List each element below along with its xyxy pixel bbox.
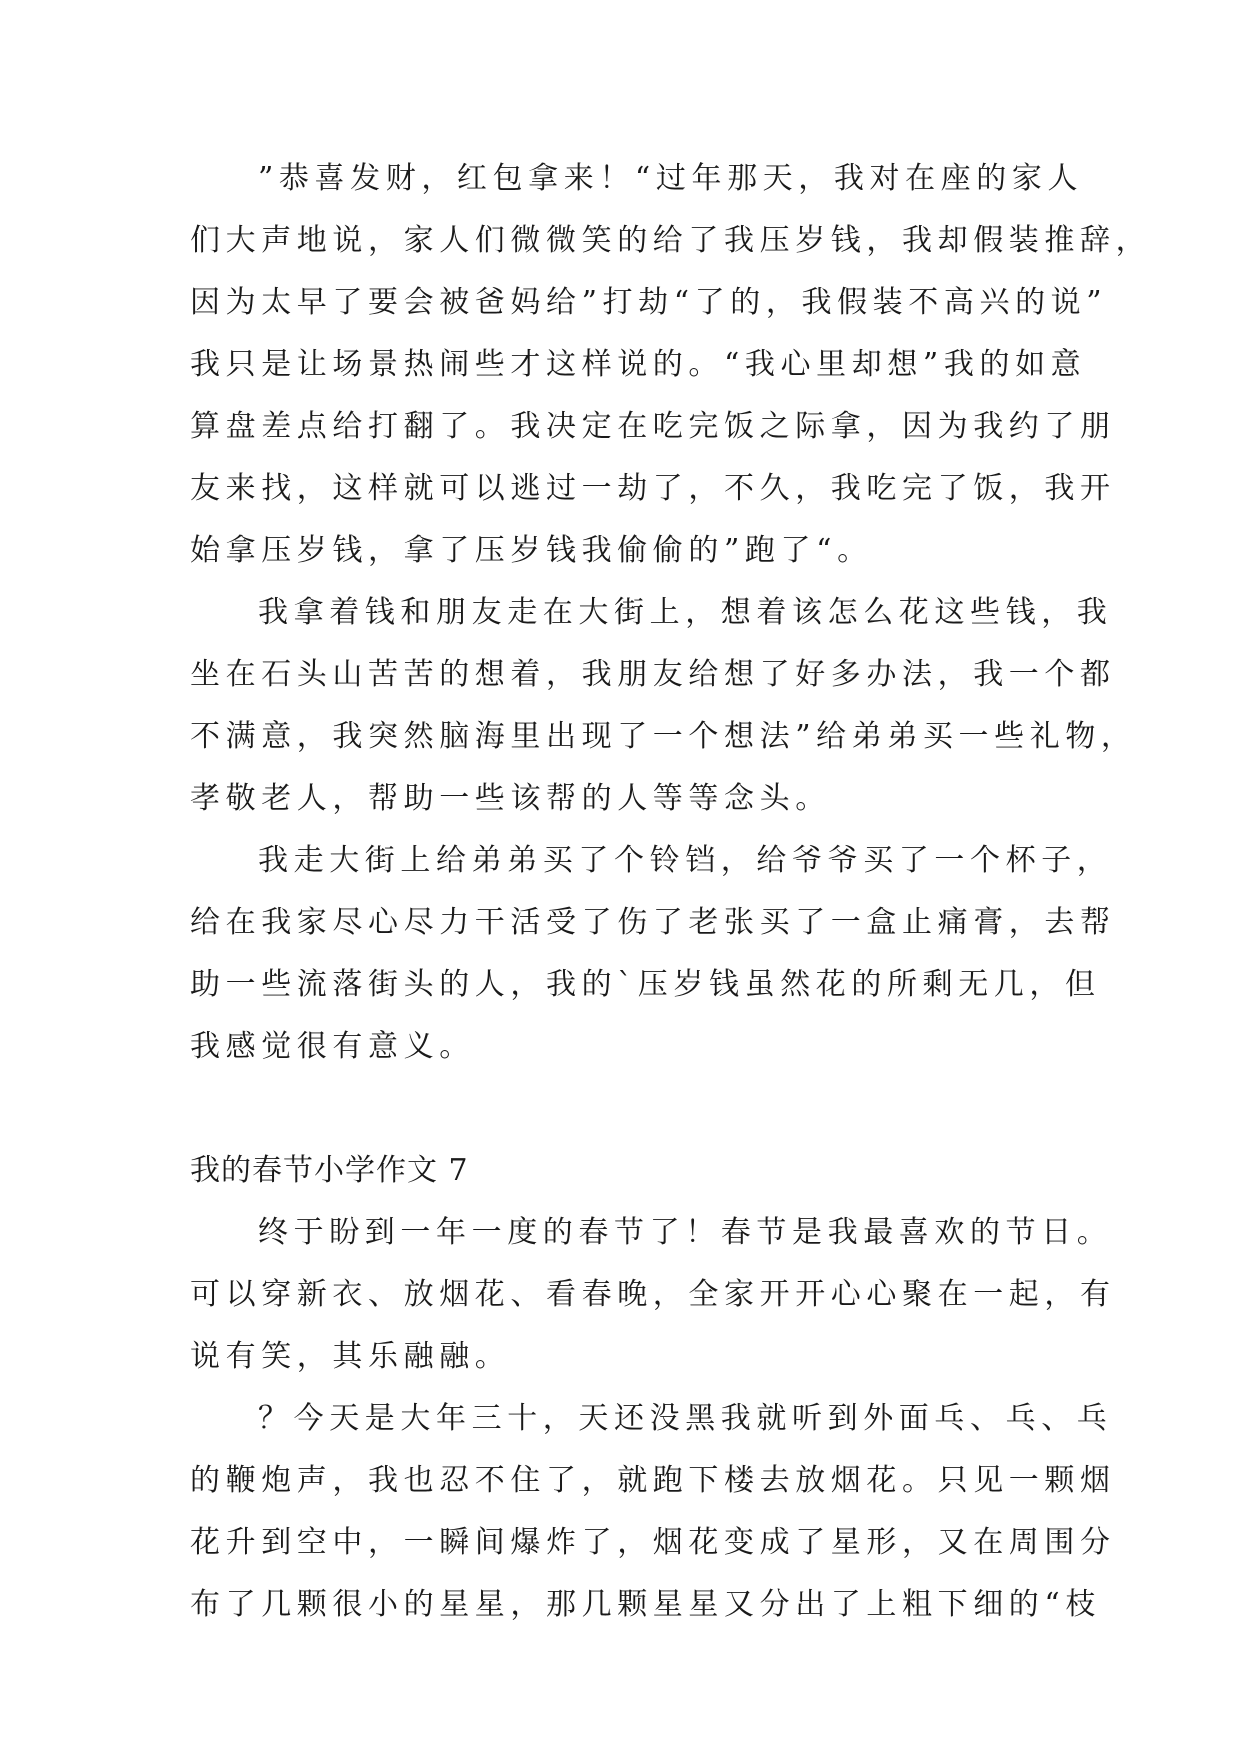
paragraph-line: ？今天是大年三十，天还没黑我就听到外面乓、乓、乓: [258, 1401, 1113, 1436]
section-title: 我的春节小学作文 7: [190, 1153, 469, 1188]
paragraph-line: 花升到空中，一瞬间爆炸了，烟花变成了星形，又在周围分: [190, 1525, 1116, 1560]
paragraph-line: 坐在石头山苦苦的想着，我朋友给想了好多办法，我一个都: [190, 657, 1116, 692]
paragraph-4: [190, 1202, 1116, 1388]
paragraph-line: 因为太早了要会被爸妈给”打劫“了的，我假装不高兴的说”: [190, 285, 1108, 320]
paragraph-line: 我拿着钱和朋友走在大街上，想着该怎么花这些钱，我: [258, 595, 1113, 630]
paragraph-line: 布了几颗很小的星星，那几颗星星又分出了上粗下细的“枝: [190, 1587, 1101, 1622]
paragraph-line: 我感觉很有意义。: [190, 1029, 475, 1064]
paragraph-line: 友来找，这样就可以逃过一劫了，不久，我吃完了饭，我开: [190, 471, 1116, 506]
paragraph-line: 我只是让场景热闹些才这样说的。“我心里却想”我的如意: [190, 347, 1087, 382]
paragraph-line: 给在我家尽心尽力干活受了伤了老张买了一盒止痛膏，去帮: [190, 905, 1116, 940]
paragraph-line: 助一些流落街头的人，我的`压岁钱虽然花的所剩无几，但: [190, 967, 1101, 1002]
paragraph-5: [190, 1388, 1116, 1636]
paragraph-line: 不满意，我突然脑海里出现了一个想法”给弟弟买一些礼物，: [190, 719, 1137, 754]
paragraph-line: ”恭喜发财，红包拿来！“过年那天，我对在座的家人: [258, 161, 1084, 196]
paragraph-1: [190, 148, 1152, 582]
section-title-block: [190, 1140, 1050, 1202]
paragraph-2: [190, 582, 1137, 830]
paragraph-3: [190, 830, 1116, 1078]
paragraph-line: 的鞭炮声，我也忍不住了，就跑下楼去放烟花。只见一颗烟: [190, 1463, 1116, 1498]
paragraph-line: 始拿压岁钱，拿了压岁钱我偷偷的”跑了“。: [190, 533, 873, 568]
paragraph-line: 终于盼到一年一度的春节了！春节是我最喜欢的节日。: [258, 1215, 1113, 1250]
paragraph-line: 可以穿新衣、放烟花、看春晚，全家开开心心聚在一起，有: [190, 1277, 1116, 1312]
paragraph-line: 我走大街上给弟弟买了个铃铛，给爷爷买了一个杯子，: [258, 843, 1113, 878]
paragraph-line: 们大声地说，家人们微微笑的给了我压岁钱，我却假装推辞，: [190, 223, 1152, 258]
paragraph-line: 说有笑，其乐融融。: [190, 1339, 511, 1374]
paragraph-line: 算盘差点给打翻了。我决定在吃完饭之际拿，因为我约了朋: [190, 409, 1116, 444]
paragraph-line: 孝敬老人，帮助一些该帮的人等等念头。: [190, 781, 831, 816]
